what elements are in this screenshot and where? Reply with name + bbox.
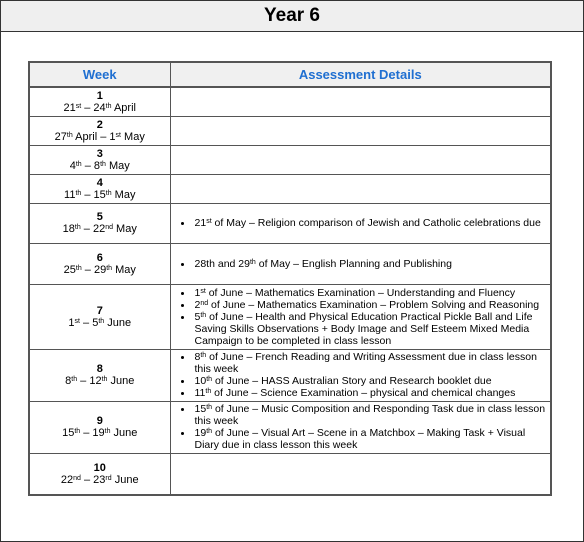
date-month: April [111, 101, 136, 114]
date-mid: – 22 [80, 223, 106, 235]
assessment-item [193, 351, 547, 375]
week-number: 7 [96, 304, 103, 317]
details-cell [170, 145, 551, 174]
week-number: 4 [96, 176, 103, 189]
table-row [29, 284, 551, 349]
week-number: 2 [96, 118, 103, 131]
week-cell [29, 174, 170, 203]
item-date-suffix: nd [200, 299, 209, 307]
assessment-table [28, 61, 552, 496]
date-start: 8 [65, 375, 72, 387]
date-month: May [111, 188, 136, 201]
date-start: 18 [62, 223, 75, 235]
assessment-item [193, 375, 547, 387]
date-start: 22 [60, 473, 74, 486]
date-start: 27 [54, 130, 67, 143]
date-start-suffix: th [75, 160, 82, 168]
date-start-suffix: th [75, 264, 82, 272]
item-date-suffix: st [206, 218, 212, 225]
week-date-range [30, 375, 170, 387]
table-row [29, 87, 551, 116]
date-mid: – 19 [80, 427, 105, 439]
item-date: 21 [194, 217, 207, 229]
assessment-item [193, 217, 547, 229]
item-date: 1 [194, 286, 201, 299]
week-cell [29, 87, 170, 116]
item-date-suffix: th [206, 376, 213, 383]
assessment-list [171, 258, 551, 270]
date-mid: – 12 [77, 375, 102, 387]
date-mid: – 8 [81, 159, 101, 172]
week-number: 10 [93, 461, 106, 474]
table-header-row [29, 62, 551, 87]
assessment-list [171, 351, 551, 399]
week-date-range [30, 160, 170, 172]
details-cell [170, 453, 551, 495]
date-start-suffix: th [66, 131, 73, 139]
date-start: 1 [68, 316, 75, 329]
date-start-suffix: st [75, 102, 82, 110]
details-cell [170, 349, 551, 401]
details-cell [170, 116, 551, 145]
assessment-item [193, 427, 547, 451]
page-title: Year 6 [1, 1, 583, 32]
week-date-range [30, 189, 170, 201]
details-cell [170, 284, 551, 349]
details-column-header: Assessment Details [170, 62, 551, 87]
table-row [29, 349, 551, 401]
date-start: 25 [63, 263, 76, 276]
date-end-suffix: nd [105, 224, 113, 231]
details-cell [170, 87, 551, 116]
item-text: of June – Mathematics Examination – Understanding and Fluency [205, 286, 516, 299]
date-end-suffix: th [98, 317, 105, 325]
date-start-suffix: st [74, 317, 80, 325]
week-date-range [30, 131, 170, 143]
table-row [29, 203, 551, 243]
item-text: of June – Science Examination – physical and chemical changes [211, 387, 516, 399]
item-date-suffix: th [249, 258, 256, 266]
date-end-suffix: th [100, 160, 106, 168]
date-month: May [113, 223, 137, 235]
date-end-suffix: th [105, 189, 112, 197]
date-month: May [121, 130, 145, 143]
item-text: of May – English Planning and Publishing [255, 257, 452, 270]
item-date-suffix: th [205, 388, 212, 395]
assessment-list [171, 403, 551, 451]
details-cell [170, 401, 551, 453]
item-text: of June – HASS Australian Story and Research booklet due [212, 375, 492, 387]
date-end-suffix: th [101, 376, 108, 383]
details-cell [170, 243, 551, 284]
date-start-suffix: th [75, 189, 82, 197]
date-mid: – 15 [81, 188, 106, 201]
week-cell [29, 116, 170, 145]
week-date-range [30, 474, 170, 486]
assessment-list [171, 217, 551, 229]
week-cell [29, 349, 170, 401]
date-start: 21 [63, 101, 76, 114]
assessment-item [193, 403, 547, 427]
date-month: May [112, 263, 136, 276]
table-row [29, 243, 551, 284]
item-date: 2 [194, 298, 201, 311]
week-number: 9 [96, 415, 103, 427]
assessment-item [193, 258, 547, 270]
item-date-suffix: th [200, 352, 207, 359]
week-number: 1 [96, 89, 103, 102]
assessment-item [193, 287, 547, 299]
item-date-suffix: st [200, 287, 206, 295]
date-mid: – 24 [81, 101, 106, 114]
week-cell [29, 145, 170, 174]
item-text: of June – Health and Physical Education Practical Pickle Ball and Life Saving Skills Observations + Body Image and Self Esteem Mixed Media Campaign to be completed in class lesson [194, 310, 533, 347]
week-column-header: Week [29, 62, 170, 87]
date-start-suffix: th [74, 224, 81, 231]
date-start: 15 [62, 427, 75, 439]
week-cell [29, 284, 170, 349]
item-date: 11 [194, 387, 206, 399]
date-end-suffix: th [105, 102, 112, 110]
item-date-suffix: th [206, 428, 213, 435]
table-row [29, 453, 551, 495]
details-cell [170, 203, 551, 243]
item-date: 5 [194, 310, 201, 323]
week-number: 6 [96, 251, 103, 264]
item-date-suffix: th [200, 311, 207, 319]
date-end-suffix: th [104, 428, 111, 435]
week-cell [29, 453, 170, 495]
date-end-suffix: st [115, 131, 121, 139]
date-month: June [107, 375, 135, 387]
week-number: 3 [96, 147, 103, 160]
date-start-suffix: th [71, 376, 78, 383]
item-date: 8 [194, 351, 201, 363]
item-text: of June – Visual Art – Scene in a Matchbox – Making Task + Visual Diary due in class lesson this week [194, 427, 526, 451]
week-date-range [30, 264, 170, 276]
date-start: 4 [69, 159, 76, 172]
table-row [29, 174, 551, 203]
assessment-item [193, 311, 547, 347]
week-date-range [30, 427, 170, 439]
item-date: 15 [194, 403, 207, 415]
week-date-range [30, 223, 170, 235]
item-text: of May – Religion comparison of Jewish and Catholic celebrations due [211, 217, 541, 229]
details-cell [170, 174, 551, 203]
date-start-suffix: th [74, 428, 81, 435]
date-mid: – 5 [79, 316, 99, 329]
assessment-item [193, 299, 547, 311]
item-date: 19 [194, 427, 207, 439]
item-text: of June – Mathematics Examination – Problem Solving and Reasoning [208, 298, 540, 311]
item-text: of June – Music Composition and Responding Task due in class lesson this week [194, 403, 546, 427]
date-month: June [111, 473, 139, 486]
date-end-suffix: rd [105, 474, 112, 482]
table-row [29, 145, 551, 174]
week-number: 5 [96, 211, 103, 223]
week-cell [29, 243, 170, 284]
date-mid: – 23 [80, 473, 106, 486]
date-month: June [110, 427, 138, 439]
week-date-range [30, 317, 170, 329]
date-mid: April – 1 [72, 130, 116, 143]
table-row [29, 116, 551, 145]
week-cell [29, 401, 170, 453]
item-text: of June – French Reading and Writing Assessment due in class lesson this week [194, 351, 537, 375]
item-date: 10 [194, 375, 207, 387]
date-month: May [105, 159, 130, 172]
date-start-suffix: nd [73, 474, 81, 482]
table-row [29, 401, 551, 453]
assessment-item [193, 387, 547, 399]
week-number: 8 [96, 363, 103, 375]
date-end-suffix: th [106, 264, 113, 272]
date-start: 11 [64, 188, 76, 201]
item-date: 28th and 29 [194, 257, 250, 270]
date-month: June [104, 316, 132, 329]
week-date-range [30, 102, 170, 114]
week-cell [29, 203, 170, 243]
assessment-list [171, 287, 551, 347]
item-date-suffix: th [206, 404, 213, 411]
date-mid: – 29 [81, 263, 107, 276]
